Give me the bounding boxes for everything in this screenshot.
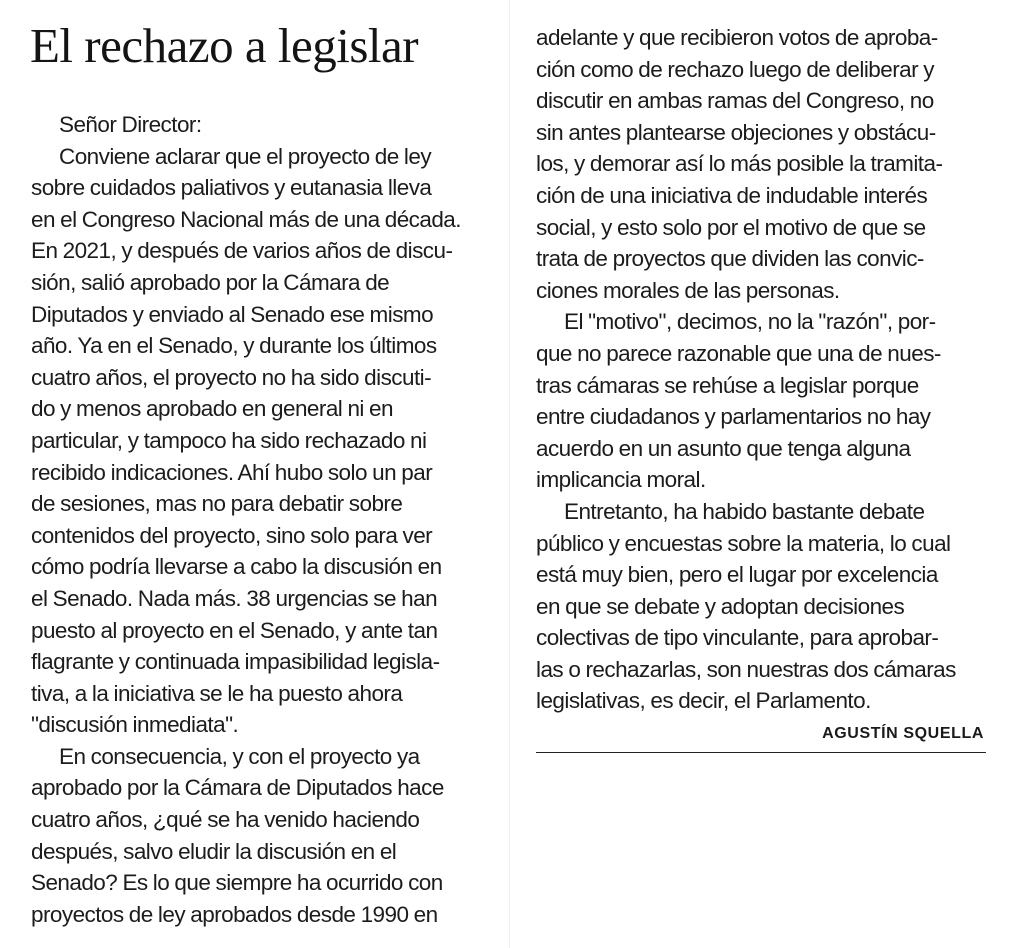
- text-line: de sesiones, mas no para debatir sobre: [31, 491, 403, 517]
- text-line: cuatro años, ¿qué se ha venido haciendo: [31, 807, 420, 833]
- text-line: trata de proyectos que dividen las convic-: [536, 246, 924, 272]
- text-line: tiva, a la iniciativa se le ha puesto ahora: [31, 680, 403, 706]
- text-line: Entretanto, ha habido bastante debate: [564, 498, 925, 524]
- text-line: Senado? Es lo que siempre ha ocurrido con: [31, 870, 443, 896]
- text-line: sión, salió aprobado por la Cámara de: [31, 269, 390, 295]
- text-line: las o rechazarlas, son nuestras dos cámaras: [536, 656, 956, 682]
- text-line: ciones morales de las personas.: [536, 277, 840, 303]
- text-line: ción como de rechazo luego de deliberar y: [536, 56, 934, 82]
- right-column: [536, 22, 986, 717]
- text-line: sin antes plantearse objeciones y obstácu-: [536, 119, 936, 145]
- text-line: aprobado por la Cámara de Diputados hace: [31, 775, 444, 801]
- salutation: Señor Director:: [59, 112, 202, 137]
- text-line: en el Congreso Nacional más de una década.: [31, 206, 461, 232]
- text-line: año. Ya en el Senado, y durante los últimos: [31, 333, 437, 359]
- text-line: recibido indicaciones. Ahí hubo solo un par: [31, 459, 433, 485]
- text-line: cómo podría llevarse a cabo la discusión en: [31, 554, 442, 580]
- author-signature: AGUSTÍN SQUELLA: [822, 725, 984, 742]
- text-line: "discusión inmediata".: [31, 712, 239, 738]
- text-line: el Senado. Nada más. 38 urgencias se han: [31, 585, 438, 611]
- text-line: sobre cuidados paliativos y eutanasia lleva: [31, 175, 432, 201]
- text-line: los, y demorar así lo más posible la tramita-: [536, 151, 943, 177]
- text-line: particular, y tampoco ha sido rechazado ni: [31, 427, 427, 453]
- article-title: El rechazo a legislar: [30, 18, 419, 73]
- text-line: después, salvo eludir la discusión en el: [31, 838, 397, 864]
- text-line: que no parece razonable que una de nues-: [536, 340, 941, 366]
- text-line: acuerdo en un asunto que tenga alguna: [536, 435, 911, 461]
- text-line: entre ciudadanos y parlamentarios no hay: [536, 404, 931, 430]
- text-line: ción de una iniciativa de indudable interés: [536, 182, 928, 208]
- text-line: Conviene aclarar que el proyecto de ley: [59, 143, 432, 169]
- text-line: Diputados y enviado al Senado ese mismo: [31, 301, 434, 327]
- text-line: social, y esto solo por el motivo de que se: [536, 214, 926, 240]
- text-line: público y encuestas sobre la materia, lo cual: [536, 530, 951, 556]
- text-line: proyectos de ley aprobados desde 1990 en: [31, 901, 438, 927]
- column-divider: [509, 0, 510, 948]
- text-line: do y menos aprobado en general ni en: [31, 396, 393, 422]
- text-line: discutir en ambas ramas del Congreso, no: [536, 88, 934, 114]
- text-line: En consecuencia, y con el proyecto ya: [59, 743, 420, 769]
- text-line: legislativas, es decir, el Parlamento.: [536, 688, 871, 714]
- text-line: cuatro años, el proyecto no ha sido discuti-: [31, 364, 432, 390]
- text-line: en que se debate y adoptan decisiones: [536, 593, 905, 619]
- text-line: implicancia moral.: [536, 467, 706, 493]
- text-line: está muy bien, pero el lugar por excelencia: [536, 562, 938, 588]
- text-line: El "motivo", decimos, no la "razón", por-: [564, 309, 936, 335]
- text-line: colectivas de tipo vinculante, para aprobar-: [536, 625, 939, 651]
- text-line: flagrante y continuada impasibilidad legisla-: [31, 649, 440, 675]
- text-line: contenidos del proyecto, sino solo para ver: [31, 522, 433, 548]
- text-line: adelante y que recibieron votos de aproba-: [536, 25, 938, 50]
- text-line: puesto al proyecto en el Senado, y ante tan: [31, 617, 438, 643]
- left-column: [31, 109, 477, 930]
- text-line: tras cámaras se rehúse a legislar porque: [536, 372, 919, 398]
- signature-block: [536, 720, 986, 753]
- text-line: En 2021, y después de varios años de discu-: [31, 238, 453, 264]
